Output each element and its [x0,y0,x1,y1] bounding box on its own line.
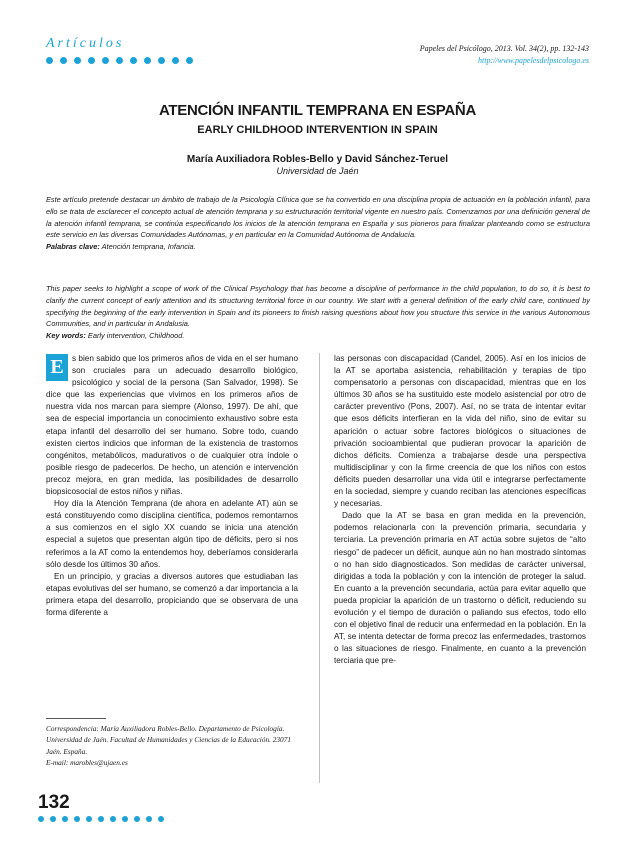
body-column-left [46,353,298,619]
dot [62,816,68,822]
keywords-english [46,330,590,342]
dot [88,57,95,64]
dot [110,816,116,822]
dot [130,57,137,64]
dot [146,816,152,822]
body-paragraph: Hoy día la Atención Temprana (de ahora en adelante AT) aún se está constituyendo como disciplina científica, podemos remontarnos a sus comienzos en el siglo XX cuando se inicia una atención especial a sujetos que presentan algún tipo de déficits, pero si nos referimos a la AT como la entendemos hoy, deberíamos considerarla sólo desde los últimos 30 años. [46,499,298,569]
dot [172,57,179,64]
keywords-english-label: Key words: [46,331,86,341]
dot [60,57,67,64]
body-paragraph [46,353,298,498]
decorative-dots-bottom [38,816,164,822]
correspondence-text: Correspondencia: María Auxiliadora Robles-Bello. Departamento de Psicología. Universidad de Jaén. Facultad de Humanidades y Ciencias de la Educación. 23071 Jaén. España. [46,724,292,756]
section-label: Artículos [46,36,125,51]
dot [74,57,81,64]
keywords-spanish [46,241,590,253]
dot [158,816,164,822]
dot [102,57,109,64]
keywords-spanish-values: Atención temprana, Infancia. [101,242,196,252]
article-affiliation: Universidad de Jaén [276,166,359,176]
abstract-english [46,283,590,342]
journal-info [420,43,589,67]
dot [144,57,151,64]
dot [86,816,92,822]
drop-cap: E [46,354,68,381]
article-subtitle: EARLY CHILDHOOD INTERVENTION IN SPAIN [197,124,438,136]
keywords-spanish-label: Palabras clave: [46,242,100,252]
dot [158,57,165,64]
abstract-spanish [46,194,590,253]
article-title: ATENCIÓN INFANTIL TEMPRANA EN ESPAÑA [159,102,476,119]
dot [134,816,140,822]
correspondence-footnote [46,723,298,768]
body-column-right [334,353,586,667]
dot [186,57,193,64]
dot [116,57,123,64]
page-number: 132 [38,792,70,813]
column-divider [319,353,320,783]
abstract-english-text: This paper seeks to highlight a scope of work of the Clinical Psychology that has become a discipline of performance in the child population, to do so, it is best to clarify the current concept of early attention and its structuring territorial force in our country. We start with a general definition of the early child care, continued by specifying the beginning of the early intervention in Spain and its pioneers to finish raising questions about how you structure this service in the various Autonomous Communities, and in particular in Andalusia. [46,284,590,329]
article-authors: María Auxiliadora Robles-Bello y David Sánchez-Teruel [186,154,449,165]
body-paragraph-text: s bien sabido que los primeros años de vida en el ser humano son cruciales para un adecuado desarrollo biológico, psicológico y social de la persona (San Salvador, 1998). Se dice que las experiencias que vivimos en los primeros años de nuestra vida nos marcan para siempre (Alonso, 1997). De ahí, que sea de especial importancia un conocimiento exhaustivo sobre esta etapa infantil del desarrollo del ser humano. Sobre todo, cuando existen ciertos indicios que informan de la existencia de trastornos congénitos, metabólicos, madurativos o de cualquier otra índole o posible riesgo de padecerlos. De hecho, un atención e intervención precoz mejora, en gran medida, las posibilidades de desarrollo biopsicosocial de estos niños y niñas. [46,354,298,497]
dot [50,816,56,822]
correspondence-email: E-mail: marobles@ujaen.es [46,757,128,767]
dot [122,816,128,822]
dot [98,816,104,822]
footnote-rule [46,718,106,719]
body-paragraph: las personas con discapacidad (Candel, 2005). Así en los inicios de la AT se aportaba asistencia, rehabilitación y terapias de tipo compensatorio a personas con discapacidad, mientras que en los últimos 30 años se ha sustituido este modelo asistencial por otro de carácter preventivo (Pons, 2007). Así, no se trata de intentar evitar que esos déficits interfieran en la vida del niño, sino de evitar su aparición o actuar sobre factores biológicos o situaciones de privación socioambiental que pudieran provocar la aparición de dichos déficits. Comienza a trabajarse desde una perspectiva multidisciplinar y con la firme creencia de que los niños con estos déficits pueden desarrollar una vida útil e integrarse perfectamente en la sociedad, siempre y cuando reciban las atenciones específicas y necesarias. [334,354,586,509]
journal-url-link[interactable]: http://www.papelesdelpsicologo.es [478,56,589,65]
body-paragraph: En un principio, y gracias a diversos autores que estudiaban las etapas evolutivas del ser humano, se comenzó a dar importancia a la primera etapa del desarrollo, propiciando que se observara de una forma diferente a [46,571,298,617]
decorative-dots-top [46,57,193,64]
abstract-spanish-text: Este artículo pretende destacar un ámbito de trabajo de la Psicología Clínica que se ha convertido en una disciplina propia de actuación en la población infantil, para ello se trata de esclarecer el concepto actual de atención temprana y su estructuración territorial vigente en nuestro país. Comenzamos por una definición general de la atención infantil temprana, se continúa especificando los inicios de la atención temprana en España y sus pioneros para finalizar planteando como se estructura este servicio en las diversas Comunidades Autónomas, y en particular en la Comunidad Autónoma de Andalucía. [46,195,590,240]
dot [46,57,53,64]
keywords-english-values: Early intervention, Childhood. [87,331,185,341]
journal-citation: Papeles del Psicólogo, 2013. Vol. 34(2), pp. 132-143 [419,44,589,53]
dot [74,816,80,822]
body-paragraph: Dado que la AT se basa en gran medida en la prevención, podemos relacionarla con la prevención primaria, secundaria y terciaria. La prevención primaria en AT actúa sobre sujetos de “alto riesgo” de padecer un déficit, aunque aún no han mostrado síntomas o no han sido diagnosticados. Son medidas de carácter universal, dirigidas a toda la población y con la intención de proteger la salud. En cuanto a la prevención secundaria, actúa para evitar aquello que pueda propiciar la aparición de un trastorno o déficit, reduciendo su evolución y el tiempo de duración o paliando sus efectos, todo ello con el objetivo final de reducir una enfermedad en la población. En la AT, se intenta detectar de forma precoz las enfermedades, trastornos o las situaciones de riesgo. Finalmente, en cuanto a la prevención terciaria que pre- [334,511,586,666]
dot [38,816,44,822]
